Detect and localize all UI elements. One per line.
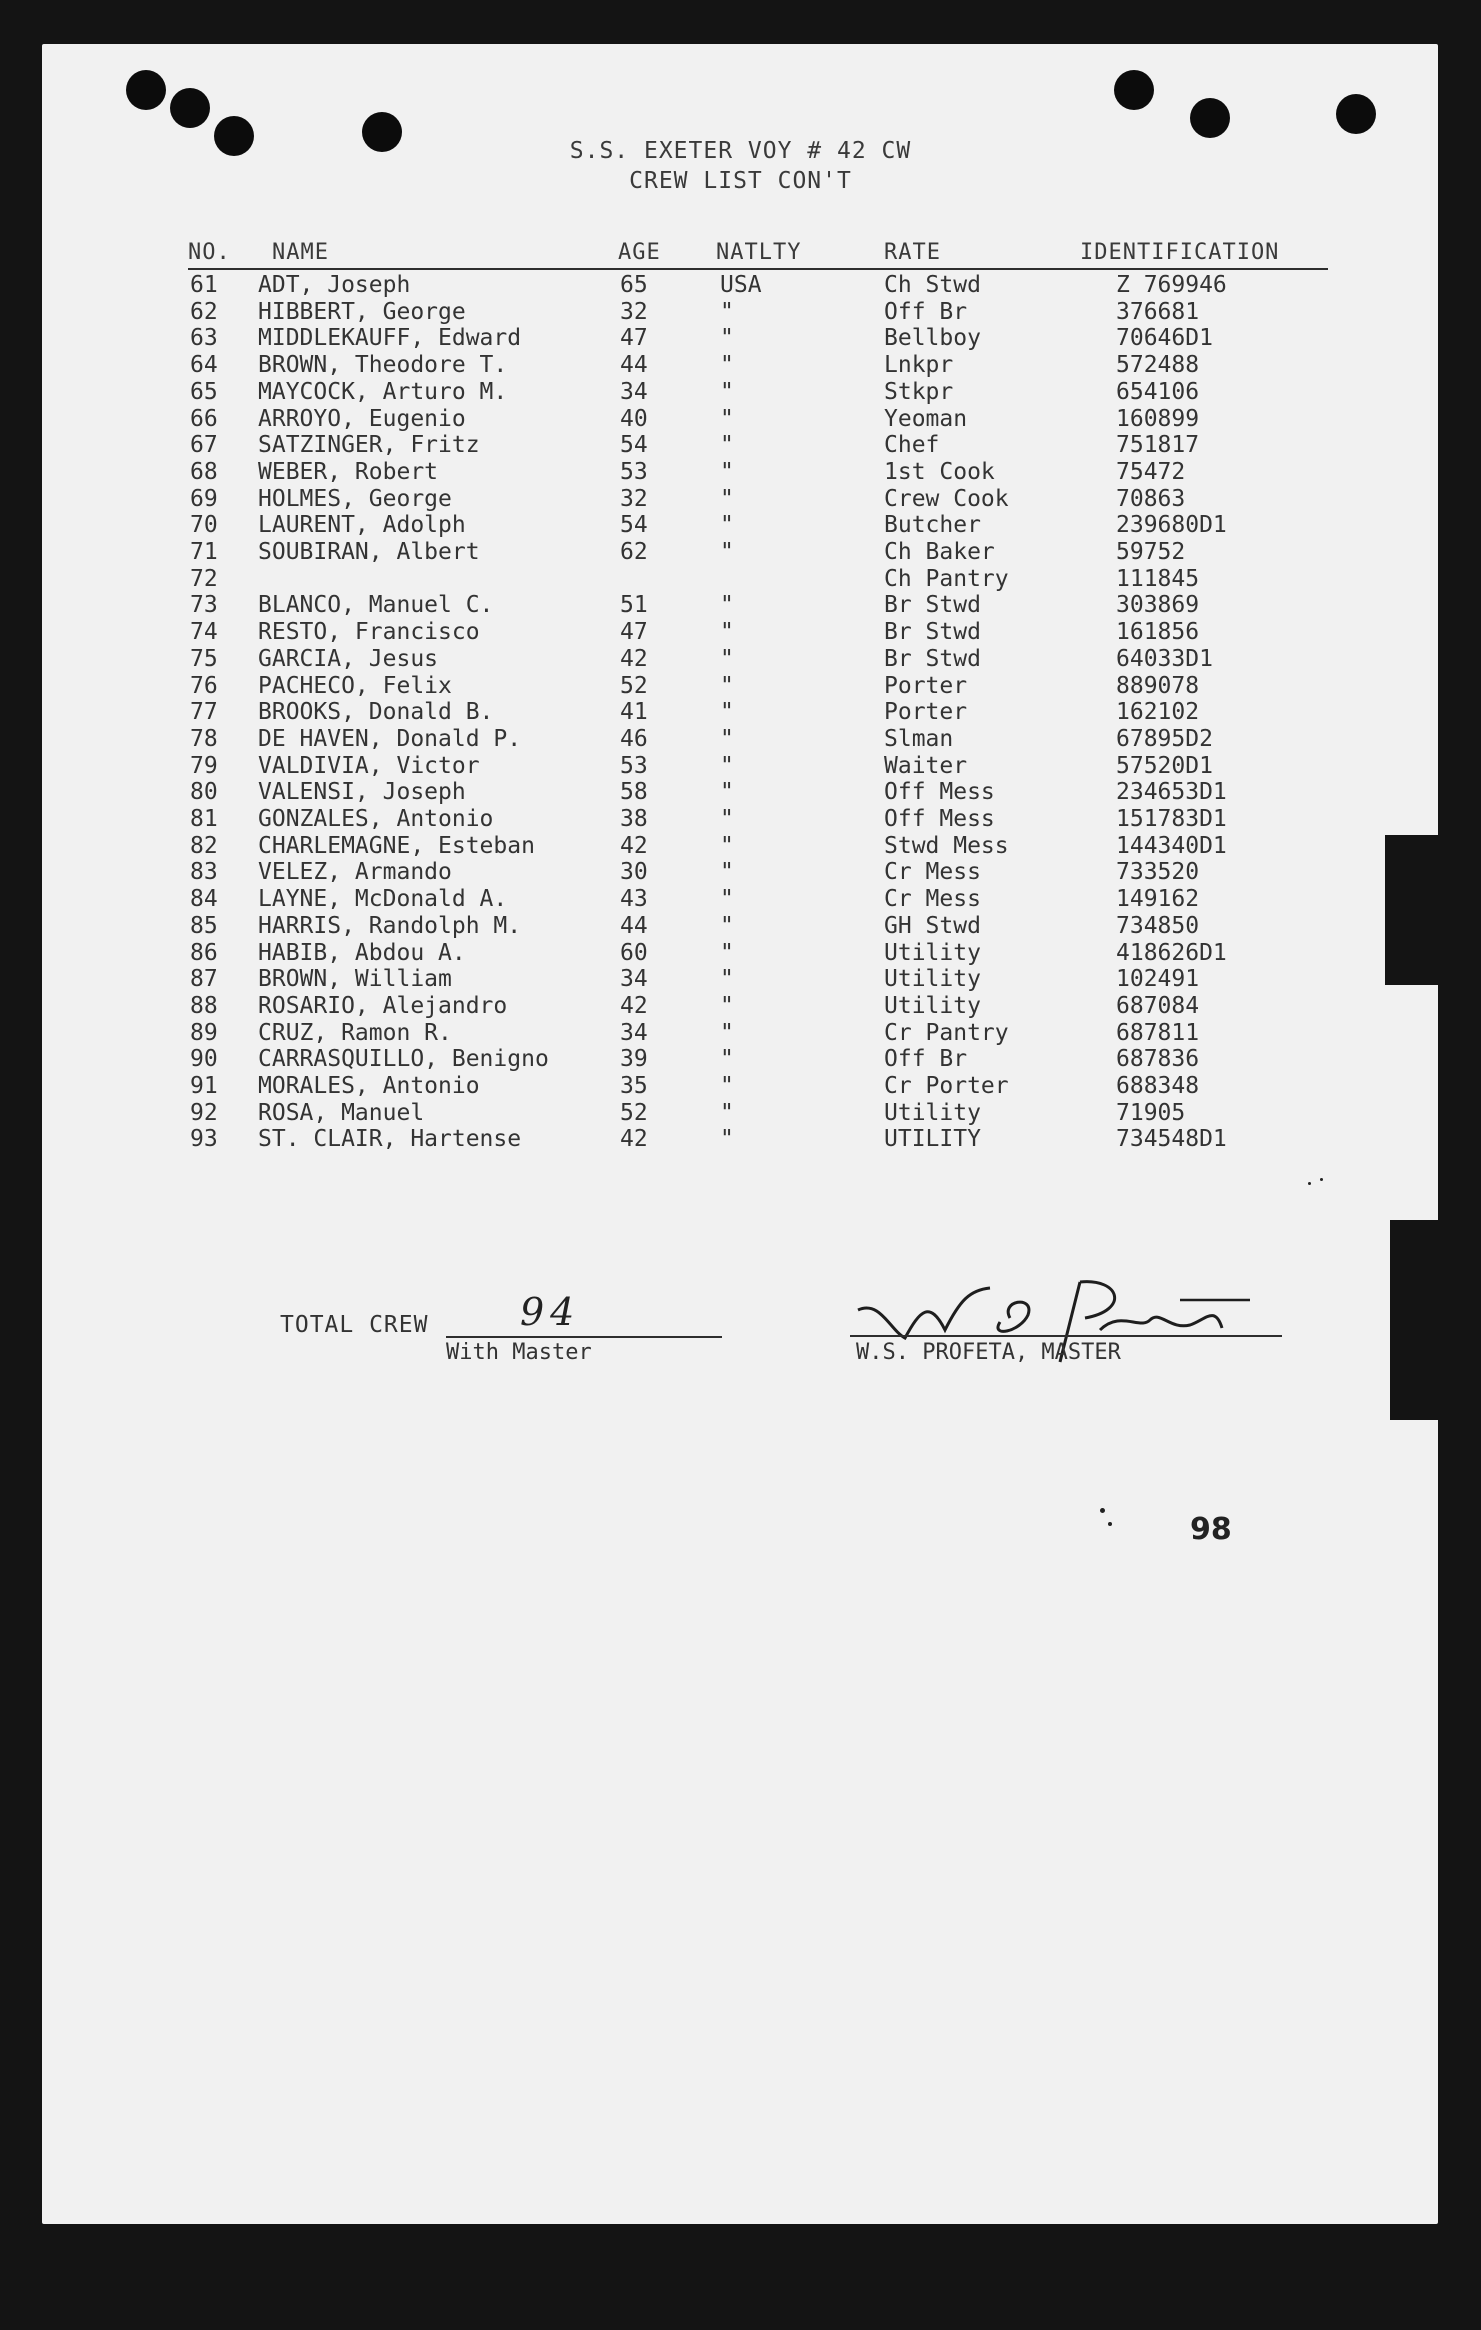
crew-rate: 1st Cook	[884, 458, 995, 485]
crew-identification: 687084	[1116, 992, 1200, 1019]
crew-name: HABIB, Abdou A.	[258, 939, 466, 966]
crew-identification: 75472	[1116, 458, 1186, 485]
crew-name: PACHECO, Felix	[258, 672, 452, 699]
crew-age: 43	[620, 886, 648, 913]
row-number: 77	[190, 699, 218, 726]
row-number: 78	[190, 725, 218, 752]
table-row	[0, 379, 1400, 406]
crew-identification: 160899	[1116, 405, 1200, 432]
crew-name: HIBBERT, George	[258, 298, 466, 325]
crew-rate: Butcher	[884, 512, 981, 539]
row-number: 68	[190, 458, 218, 485]
crew-rate: UTILITY	[884, 1126, 981, 1153]
crew-rate: Off Br	[884, 298, 968, 325]
crew-identification: 733520	[1116, 859, 1200, 886]
crew-age: 35	[620, 1073, 648, 1099]
punch-hole	[126, 70, 166, 110]
crew-age: 65	[620, 272, 648, 298]
crew-nationality: "	[720, 992, 734, 1019]
crew-name: ARROYO, Eugenio	[258, 405, 466, 432]
crew-name: MIDDLEKAUFF, Edward	[258, 325, 522, 352]
table-row	[0, 753, 1400, 780]
crew-name: ADT, Joseph	[258, 272, 411, 298]
crew-nationality: "	[720, 1019, 734, 1046]
crew-name: SOUBIRAN, Albert	[258, 539, 480, 565]
crew-name: MORALES, Antonio	[258, 1073, 480, 1099]
speck	[1100, 1508, 1105, 1513]
crew-name: WEBER, Robert	[258, 458, 439, 485]
row-number: 84	[190, 886, 218, 913]
crew-identification: 102491	[1116, 966, 1200, 993]
crew-nationality: "	[720, 1126, 734, 1153]
crew-identification: 70646D1	[1116, 325, 1213, 352]
crew-age: 52	[620, 1099, 648, 1126]
row-number: 79	[190, 752, 218, 779]
crew-rate: GH Stwd	[884, 912, 981, 939]
page-edge-tear	[1390, 1220, 1460, 1420]
row-number: 92	[190, 1099, 218, 1126]
crew-age: 32	[620, 298, 648, 325]
crew-name: GONZALES, Antonio	[258, 806, 494, 832]
crew-identification: 151783D1	[1116, 806, 1227, 832]
table-row	[0, 913, 1400, 940]
crew-nationality: "	[720, 458, 734, 485]
table-row	[0, 566, 1400, 593]
speck	[1308, 1182, 1311, 1185]
row-number: 61	[190, 272, 218, 298]
crew-age: 47	[620, 619, 648, 646]
crew-name: ROSA, Manuel	[258, 1099, 425, 1126]
crew-nationality: "	[720, 699, 734, 726]
table-row	[0, 1126, 1400, 1153]
crew-rate: Ch Stwd	[884, 272, 981, 298]
crew-rate: Yeoman	[884, 405, 968, 432]
table-row	[0, 1073, 1400, 1100]
table-row	[0, 459, 1400, 486]
crew-name: VALDIVIA, Victor	[258, 752, 480, 779]
crew-rate: Off Mess	[884, 806, 995, 832]
table-row	[0, 325, 1400, 352]
crew-identification: 239680D1	[1116, 512, 1227, 539]
row-number: 74	[190, 619, 218, 646]
crew-nationality: "	[720, 859, 734, 886]
crew-name: SATZINGER, Fritz	[258, 432, 480, 459]
row-number: 75	[190, 645, 218, 672]
crew-identification: 687811	[1116, 1019, 1200, 1046]
crew-nationality: USA	[720, 272, 762, 298]
crew-rate: Ch Pantry	[884, 565, 1009, 592]
crew-identification: 734548D1	[1116, 1126, 1227, 1153]
row-number: 64	[190, 352, 218, 379]
table-row	[0, 993, 1400, 1020]
crew-name: VALENSI, Joseph	[258, 779, 466, 806]
crew-nationality: "	[720, 485, 734, 512]
crew-rate: Ch Baker	[884, 539, 995, 565]
crew-rate: Br Stwd	[884, 645, 981, 672]
crew-age: 42	[620, 1126, 648, 1153]
crew-identification: 59752	[1116, 539, 1186, 565]
table-row	[0, 886, 1400, 913]
crew-name: HOLMES, George	[258, 485, 452, 512]
crew-rate: Utility	[884, 992, 981, 1019]
crew-rate: Cr Pantry	[884, 1019, 1009, 1046]
crew-age: 54	[620, 432, 648, 459]
crew-rate: Br Stwd	[884, 592, 981, 619]
table-row	[0, 406, 1400, 433]
column-header-name: NAME	[272, 240, 329, 265]
crew-age: 52	[620, 672, 648, 699]
document-subtitle: CREW LIST CON'T	[629, 168, 852, 194]
crew-nationality: "	[720, 592, 734, 619]
crew-nationality: "	[720, 512, 734, 539]
row-number: 82	[190, 832, 218, 859]
crew-identification: 303869	[1116, 592, 1200, 619]
crew-nationality: "	[720, 939, 734, 966]
punch-hole	[170, 88, 210, 128]
crew-name: VELEZ, Armando	[258, 859, 452, 886]
speck	[1320, 1178, 1323, 1181]
table-row	[0, 272, 1400, 299]
crew-age: 58	[620, 779, 648, 806]
total-crew-label: TOTAL CREW	[280, 1312, 429, 1338]
crew-rate: Utility	[884, 939, 981, 966]
row-number: 85	[190, 912, 218, 939]
row-number: 70	[190, 512, 218, 539]
crew-rate: Br Stwd	[884, 619, 981, 646]
crew-nationality: "	[720, 645, 734, 672]
crew-nationality: "	[720, 672, 734, 699]
row-number: 72	[190, 565, 218, 592]
crew-name: MAYCOCK, Arturo M.	[258, 378, 508, 405]
punch-hole	[1114, 70, 1154, 110]
row-number: 76	[190, 672, 218, 699]
crew-identification: 71905	[1116, 1099, 1186, 1126]
crew-identification: 161856	[1116, 619, 1200, 646]
table-row	[0, 352, 1400, 379]
crew-nationality: "	[720, 539, 734, 565]
crew-age: 51	[620, 592, 648, 619]
crew-name: LAYNE, McDonald A.	[258, 886, 508, 913]
row-number: 88	[190, 992, 218, 1019]
table-row	[0, 486, 1400, 513]
row-number: 73	[190, 592, 218, 619]
crew-age: 46	[620, 725, 648, 752]
crew-identification: Z 769946	[1116, 272, 1227, 298]
crew-name: ROSARIO, Alejandro	[258, 992, 508, 1019]
crew-nationality: "	[720, 298, 734, 325]
table-row	[0, 1046, 1400, 1073]
table-row	[0, 726, 1400, 753]
total-crew-value: 94	[520, 1290, 581, 1334]
crew-rate: Slman	[884, 725, 954, 752]
crew-identification: 149162	[1116, 886, 1200, 913]
header-rule	[188, 268, 1328, 270]
table-row	[0, 539, 1400, 566]
crew-nationality: "	[720, 378, 734, 405]
crew-nationality: "	[720, 432, 734, 459]
crew-name: RESTO, Francisco	[258, 619, 480, 646]
crew-rate: Cr Porter	[884, 1073, 1009, 1099]
table-row	[0, 806, 1400, 833]
crew-nationality: "	[720, 405, 734, 432]
crew-name: CHARLEMAGNE, Esteban	[258, 832, 535, 859]
crew-age: 44	[620, 352, 648, 379]
table-row	[0, 940, 1400, 967]
crew-identification: 687836	[1116, 1046, 1200, 1073]
crew-rate: Lnkpr	[884, 352, 954, 379]
crew-age: 30	[620, 859, 648, 886]
crew-name: BROOKS, Donald B.	[258, 699, 494, 726]
table-row	[0, 833, 1400, 860]
row-number: 69	[190, 485, 218, 512]
crew-rate: Bellboy	[884, 325, 981, 352]
crew-age: 39	[620, 1046, 648, 1073]
table-row	[0, 673, 1400, 700]
crew-identification: 234653D1	[1116, 779, 1227, 806]
crew-age: 44	[620, 912, 648, 939]
crew-rate: Porter	[884, 672, 968, 699]
crew-rate: Cr Mess	[884, 886, 981, 913]
table-row	[0, 859, 1400, 886]
crew-nationality: "	[720, 752, 734, 779]
column-header-identification: IDENTIFICATION	[1080, 240, 1280, 265]
row-number: 91	[190, 1073, 218, 1099]
row-number: 90	[190, 1046, 218, 1073]
table-row	[0, 619, 1400, 646]
page-number: 98	[1190, 1512, 1232, 1547]
crew-age: 34	[620, 378, 648, 405]
table-row	[0, 1100, 1400, 1127]
row-number: 62	[190, 298, 218, 325]
crew-rate: Utility	[884, 966, 981, 993]
row-number: 89	[190, 1019, 218, 1046]
column-header-nationality: NATLTY	[716, 240, 802, 265]
crew-rate: Utility	[884, 1099, 981, 1126]
table-row	[0, 1020, 1400, 1047]
row-number: 93	[190, 1126, 218, 1153]
crew-rate: Cr Mess	[884, 859, 981, 886]
crew-identification: 751817	[1116, 432, 1200, 459]
crew-identification: 70863	[1116, 485, 1186, 512]
crew-rate: Stkpr	[884, 378, 954, 405]
document-title: S.S. EXETER VOY # 42 CW	[569, 138, 912, 164]
row-number: 81	[190, 806, 218, 832]
crew-identification: 572488	[1116, 352, 1200, 379]
crew-name: DE HAVEN, Donald P.	[258, 725, 522, 752]
crew-nationality: "	[720, 912, 734, 939]
crew-identification: 111845	[1116, 565, 1200, 592]
crew-age: 32	[620, 485, 648, 512]
crew-identification: 57520D1	[1116, 752, 1213, 779]
crew-age: 40	[620, 405, 648, 432]
crew-nationality: "	[720, 725, 734, 752]
row-number: 67	[190, 432, 218, 459]
row-number: 86	[190, 939, 218, 966]
crew-identification: 654106	[1116, 378, 1200, 405]
crew-identification: 376681	[1116, 298, 1200, 325]
crew-nationality: "	[720, 352, 734, 379]
signature-caption: W.S. PROFETA, MASTER	[856, 1340, 1121, 1365]
table-row	[0, 699, 1400, 726]
crew-age: 60	[620, 939, 648, 966]
crew-rate: Off Br	[884, 1046, 968, 1073]
crew-name: CRUZ, Ramon R.	[258, 1019, 452, 1046]
column-header-age: AGE	[618, 240, 661, 265]
crew-nationality: "	[720, 619, 734, 646]
crew-rate: Crew Cook	[884, 485, 1009, 512]
crew-age: 38	[620, 806, 648, 832]
crew-name: BLANCO, Manuel C.	[258, 592, 494, 619]
crew-nationality: "	[720, 1073, 734, 1099]
table-row	[0, 646, 1400, 673]
crew-rate: Chef	[884, 432, 940, 459]
crew-name: ST. CLAIR, Hartense	[258, 1126, 522, 1153]
crew-rate: Porter	[884, 699, 968, 726]
speck	[1108, 1522, 1112, 1526]
crew-identification: 734850	[1116, 912, 1200, 939]
crew-nationality: "	[720, 325, 734, 352]
crew-nationality: "	[720, 779, 734, 806]
total-crew-note: With Master	[446, 1340, 592, 1365]
table-row	[0, 432, 1400, 459]
row-number: 65	[190, 378, 218, 405]
crew-age: 53	[620, 752, 648, 779]
crew-age: 62	[620, 539, 648, 565]
table-row	[0, 299, 1400, 326]
table-row	[0, 592, 1400, 619]
crew-name: CARRASQUILLO, Benigno	[258, 1046, 549, 1073]
crew-age: 41	[620, 699, 648, 726]
crew-age: 54	[620, 512, 648, 539]
crew-nationality: "	[720, 832, 734, 859]
crew-age: 42	[620, 832, 648, 859]
column-header-rate: RATE	[884, 240, 941, 265]
crew-name: GARCIA, Jesus	[258, 645, 439, 672]
table-row	[0, 779, 1400, 806]
crew-nationality: "	[720, 806, 734, 832]
crew-nationality: "	[720, 1099, 734, 1126]
crew-identification: 67895D2	[1116, 725, 1213, 752]
crew-age: 42	[620, 992, 648, 1019]
row-number: 66	[190, 405, 218, 432]
crew-rate: Off Mess	[884, 779, 995, 806]
crew-age: 34	[620, 1019, 648, 1046]
crew-rate: Stwd Mess	[884, 832, 1009, 859]
crew-identification: 64033D1	[1116, 645, 1213, 672]
crew-nationality: "	[720, 966, 734, 993]
crew-identification: 889078	[1116, 672, 1200, 699]
crew-name: LAURENT, Adolph	[258, 512, 466, 539]
crew-nationality: "	[720, 1046, 734, 1073]
row-number: 71	[190, 539, 218, 565]
crew-age: 42	[620, 645, 648, 672]
crew-identification: 688348	[1116, 1073, 1200, 1099]
row-number: 87	[190, 966, 218, 993]
punch-hole	[1336, 94, 1376, 134]
crew-identification: 162102	[1116, 699, 1200, 726]
crew-identification: 144340D1	[1116, 832, 1227, 859]
table-row	[0, 512, 1400, 539]
row-number: 80	[190, 779, 218, 806]
crew-age: 47	[620, 325, 648, 352]
crew-age: 34	[620, 966, 648, 993]
total-underline	[446, 1336, 722, 1338]
row-number: 63	[190, 325, 218, 352]
punch-hole	[1190, 98, 1230, 138]
crew-name: HARRIS, Randolph M.	[258, 912, 522, 939]
row-number: 83	[190, 859, 218, 886]
crew-nationality: "	[720, 886, 734, 913]
crew-identification: 418626D1	[1116, 939, 1227, 966]
column-header-no: NO.	[188, 240, 231, 265]
crew-name: BROWN, William	[258, 966, 452, 993]
crew-rate: Waiter	[884, 752, 968, 779]
table-row	[0, 966, 1400, 993]
crew-name: BROWN, Theodore T.	[258, 352, 508, 379]
crew-age: 53	[620, 458, 648, 485]
